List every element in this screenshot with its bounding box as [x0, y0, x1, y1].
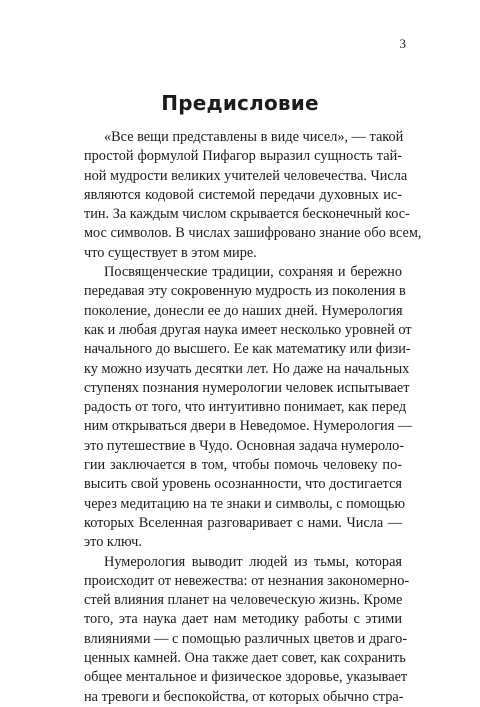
- text-line: это путешествие в Чудо. Основная задача нумероло-: [84, 437, 405, 454]
- paragraph-2: [84, 263, 413, 552]
- text-line: на тревоги и беспокойства, от которых обычно стра-: [84, 688, 404, 705]
- text-line: тин. За каждым числом скрывается бесконечный кос-: [84, 206, 410, 223]
- page-number: 3: [399, 36, 406, 51]
- text-line: ступенях познания нумерологии человек испытывает: [84, 379, 410, 396]
- text-line: поколение, донесли ее до наших дней. Нумерология: [84, 302, 403, 319]
- text-line: радость от того, что интуитивно понимает, как перед: [84, 399, 407, 416]
- text-line: которых Вселенная разговаривает с нами. Числа —: [84, 514, 402, 531]
- text-line: это ключ.: [84, 534, 142, 551]
- text-line: начального до высшего. Ее как математику или физи-: [84, 341, 411, 358]
- text-line: общее ментальное и физическое здоровье, указывает: [84, 669, 408, 686]
- text-line: простой формулой Пифагор выразил сущность тай-: [84, 148, 402, 165]
- body-text: [84, 128, 422, 707]
- text-line: Посвященческие традиции, сохраняя и бережно: [104, 264, 402, 281]
- text-line: мос символов. В числах зашифровано знание обо всем,: [84, 225, 422, 242]
- text-line: ним открываться двери в Неведомое. Нумерология —: [84, 418, 413, 435]
- text-line: стей влияния планет на человеческую жизнь. Кроме: [84, 592, 403, 609]
- text-line: ку можно изучать десятки лет. Но даже на начальных: [84, 360, 410, 377]
- text-line: через медитацию на те знаки и символы, с помощью: [84, 495, 406, 512]
- text-line: являются кодовой системой передачи духовных ис-: [84, 186, 402, 203]
- text-line: как и любая другая наука имеет несколько уровней от: [84, 321, 412, 338]
- text-line: влияниями — с помощью различных цветов и драго-: [84, 630, 408, 647]
- text-line: «Все вещи представлены в виде чисел», — такой: [104, 129, 404, 145]
- text-line: что существует в этом мире.: [84, 244, 257, 261]
- text-line: передавая эту сокровенную мудрость из поколения в: [84, 283, 406, 300]
- text-line: гии заключается в том, чтобы помочь человеку по-: [84, 457, 402, 474]
- paragraph-1: [84, 128, 422, 263]
- text-line: Нумерология выводит людей из тьмы, которая: [104, 553, 402, 570]
- text-line: высить свой уровень осознанности, что достигается: [84, 476, 403, 493]
- chapter-title: Предисловие: [161, 91, 319, 115]
- text-line: ценных камней. Она также дает совет, как сохранить: [84, 650, 406, 667]
- text-line: того, эта наука дает нам методику работы с этими: [84, 611, 402, 628]
- paragraph-3: [84, 553, 410, 707]
- text-line: ной мудрости великих учителей человечества. Числа: [84, 167, 408, 184]
- text-line: происходит от невежества: от незнания закономерно-: [84, 572, 410, 589]
